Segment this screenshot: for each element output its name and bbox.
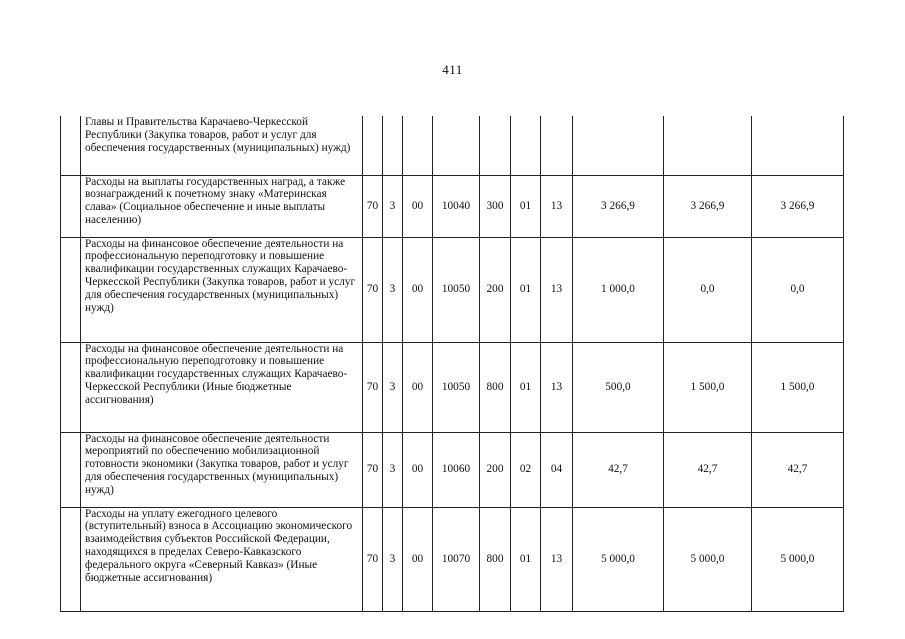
cell-amount1: 500,0 [573,342,664,432]
cell-amount2: 42,7 [664,432,752,507]
cell-amount2: 1 500,0 [664,342,752,432]
table-row [61,175,844,237]
cell-code2: 13 [541,507,573,611]
cell-code2 [541,116,573,175]
row-empty-cell [61,116,81,175]
row-description: Расходы на уплату ежегодного целевого (вступительный) взноса в Ассоциацию экономического взаимодействия субъектов Российской Федерации, находящихся в пределах Северо-Кавказского федерального округа «Северный Кавказ» (Иные бюджетные ассигнования) [81,507,363,611]
cell-amount1 [573,116,664,175]
cell-amount3 [752,116,844,175]
cell-amount2 [664,116,752,175]
cell-subsection: 00 [403,507,433,611]
cell-expense-type: 300 [480,175,511,237]
cell-amount3: 1 500,0 [752,342,844,432]
table-row [61,507,844,611]
cell-amount2: 0,0 [664,237,752,342]
cell-item: 10050 [433,342,480,432]
cell-amount3: 42,7 [752,432,844,507]
cell-section: 3 [383,175,403,237]
cell-subsection: 00 [403,237,433,342]
cell-expense-type: 200 [480,237,511,342]
cell-section: 3 [383,432,403,507]
cell-expense-type: 200 [480,432,511,507]
cell-ministry: 70 [363,175,383,237]
cell-section: 3 [383,342,403,432]
cell-subsection: 00 [403,432,433,507]
cell-item: 10070 [433,507,480,611]
cell-amount1: 5 000,0 [573,507,664,611]
row-empty-cell [61,432,81,507]
cell-code2: 04 [541,432,573,507]
page-number: 411 [442,62,463,77]
cell-code2: 13 [541,237,573,342]
row-description: Главы и Правительства Карачаево-Черкесской Республики (Закупка товаров, работ и услуг для обеспечения государственных (муниципальных) нужд) [81,116,363,175]
cell-section: 3 [383,237,403,342]
row-empty-cell [61,342,81,432]
cell-expense-type: 800 [480,507,511,611]
cell-code1: 01 [511,507,541,611]
row-empty-cell [61,175,81,237]
cell-ministry [363,116,383,175]
cell-code1: 01 [511,342,541,432]
cell-code1: 01 [511,237,541,342]
cell-section [383,116,403,175]
cell-expense-type [480,116,511,175]
cell-item: 10040 [433,175,480,237]
cell-amount2: 3 266,9 [664,175,752,237]
cell-amount1: 42,7 [573,432,664,507]
table-row [61,432,844,507]
cell-code1: 01 [511,175,541,237]
cell-subsection [403,116,433,175]
cell-code1: 02 [511,432,541,507]
cell-subsection: 00 [403,342,433,432]
cell-amount3: 0,0 [752,237,844,342]
cell-ministry: 70 [363,507,383,611]
cell-ministry: 70 [363,432,383,507]
row-description: Расходы на выплаты государственных наград, а также вознаграждений к почетному знаку «Материнская слава» (Социальное обеспечение и иные выплаты населению) [81,175,363,237]
row-description: Расходы на финансовое обеспечение деятельности на профессиональную переподготовку и повышение квалификации государственных служащих Карачаево-Черкесской Республики (Закупка товаров, работ и услуг для обеспечения государственных (муниципальных) нужд) [81,237,363,342]
table-row [61,237,844,342]
row-description: Расходы на финансовое обеспечение деятельности на профессиональную переподготовку и повышение квалификации государственных служащих Карачаево-Черкесской Республики (Иные бюджетные ассигнования) [81,342,363,432]
row-empty-cell [61,507,81,611]
cell-code1 [511,116,541,175]
cell-subsection: 00 [403,175,433,237]
cell-amount3: 5 000,0 [752,507,844,611]
cell-amount1: 1 000,0 [573,237,664,342]
cell-section: 3 [383,507,403,611]
cell-amount1: 3 266,9 [573,175,664,237]
cell-amount2: 5 000,0 [664,507,752,611]
row-empty-cell [61,237,81,342]
table-row [61,342,844,432]
cell-item: 10060 [433,432,480,507]
budget-table [60,116,844,612]
table-row [61,116,844,175]
cell-item [433,116,480,175]
row-description: Расходы на финансовое обеспечение деятельности мероприятий по обеспечению мобилизационной готовности экономики (Закупка товаров, работ и услуг для обеспечения государственных (муниципальных) нужд) [81,432,363,507]
cell-ministry: 70 [363,342,383,432]
cell-item: 10050 [433,237,480,342]
cell-code2: 13 [541,342,573,432]
cell-code2: 13 [541,175,573,237]
cell-expense-type: 800 [480,342,511,432]
cell-amount3: 3 266,9 [752,175,844,237]
cell-ministry: 70 [363,237,383,342]
